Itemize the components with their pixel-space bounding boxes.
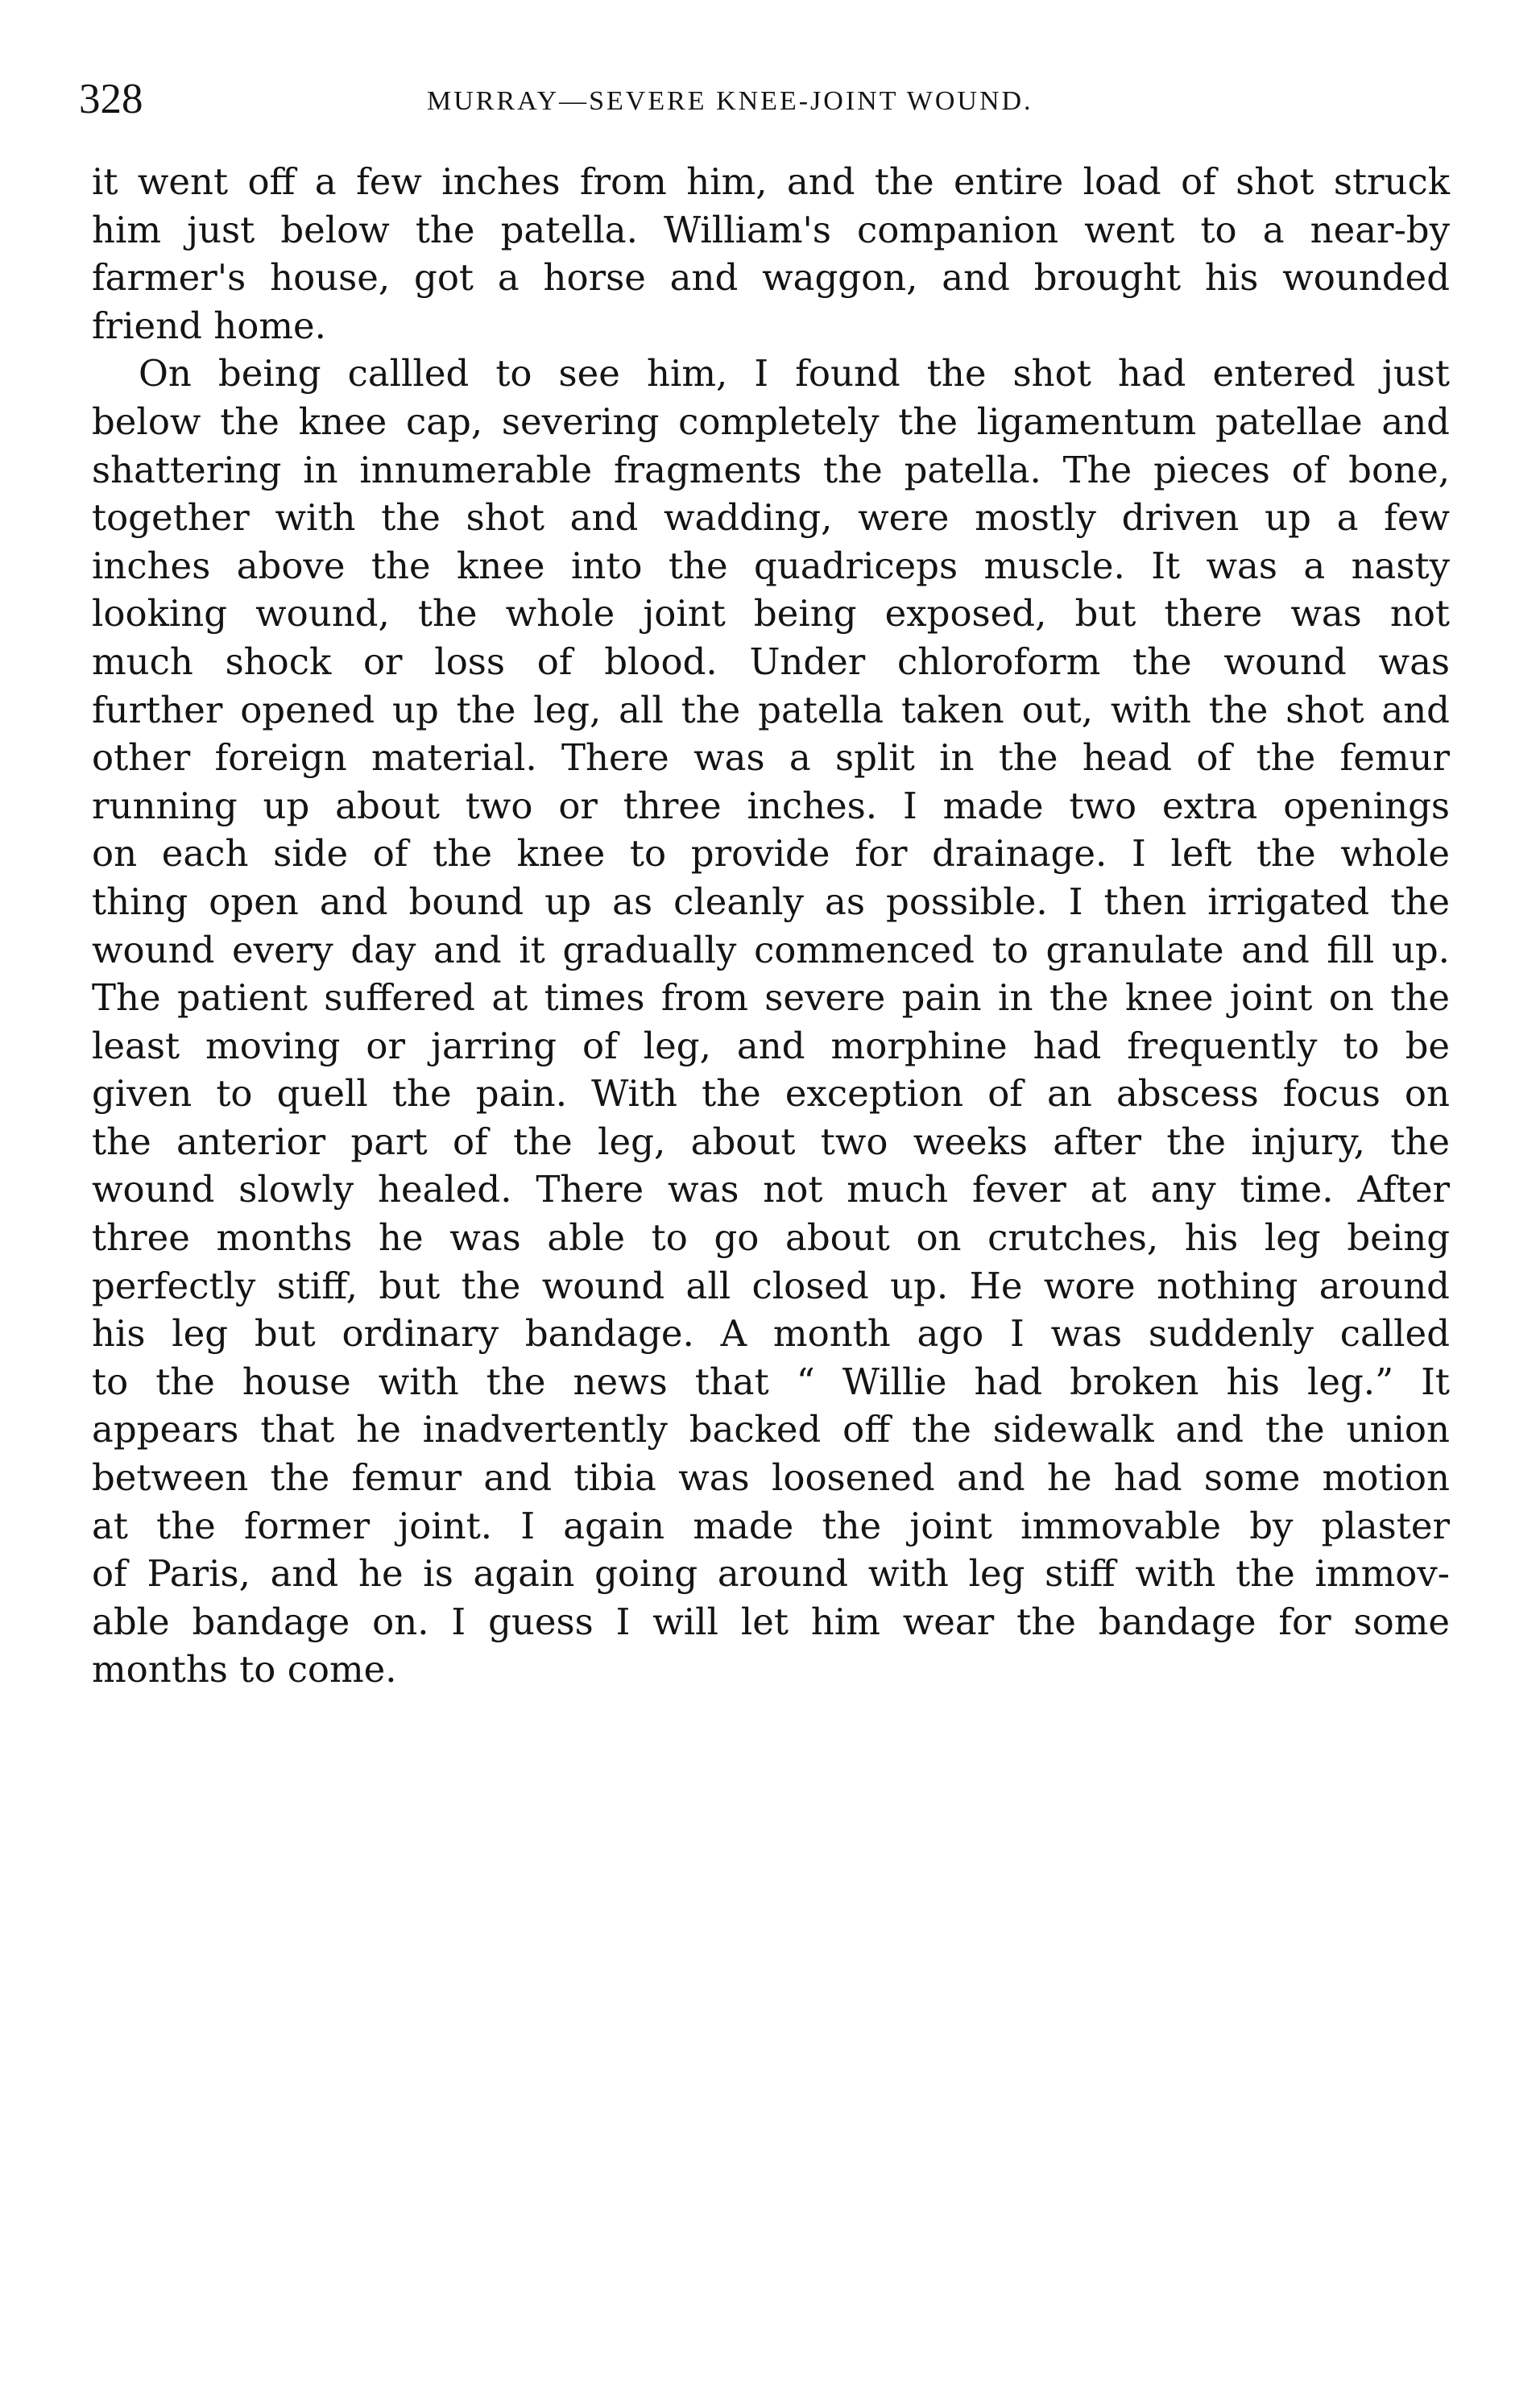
text-line: months to come. (92, 1648, 397, 1691)
text-line: his leg but ordinary bandage. A month ago I was suddenly called (92, 1312, 1450, 1356)
text-line: together with the shot and wadding, were mostly driven up a few (92, 496, 1450, 540)
text-line: running up about two or three inches. I made two extra openings (92, 784, 1450, 827)
text-line: below the knee cap, severing completely the ligamentum patellae and (92, 400, 1450, 443)
running-title: MURRAY—SEVERE KNEE-JOINT WOUND. (427, 86, 1033, 116)
running-head (79, 71, 1448, 127)
text-line: wound slowly healed. There was not much fever at any time. After (92, 1168, 1450, 1211)
text-line: The patient suffered at times from severe pain in the knee joint on the (92, 976, 1450, 1020)
text-line: wound every day and it gradually commenced to granulate and fill up. (92, 928, 1450, 971)
text-line: able bandage on. I guess I will let him wear the bandage for some (92, 1600, 1450, 1643)
text-line: thing open and bound up as cleanly as possible. I then irrigated the (92, 880, 1450, 923)
text-line: much shock or loss of blood. Under chloroform the wound was (92, 640, 1450, 683)
text-line: given to quell the pain. With the exception of an abscess focus on (92, 1072, 1450, 1116)
text-line: looking wound, the whole joint being exposed, but there was not (92, 592, 1450, 636)
text-line: inches above the knee into the quadriceps muscle. It was a nasty (92, 544, 1450, 587)
text-line: at the former joint. I again made the joint immovable by plaster (92, 1504, 1450, 1547)
text-line: three months he was able to go about on crutches, his leg being (92, 1216, 1450, 1260)
text-line: between the femur and tibia was loosened and he had some motion (92, 1456, 1450, 1500)
text-line: least moving or jarring of leg, and morphine had frequently to be (92, 1024, 1450, 1067)
body-text (92, 158, 1450, 1694)
text-line: On being callled to see him, I found the shot had entered just (139, 352, 1450, 395)
text-line: of Paris, and he is again going around with leg stiff with the immov- (92, 1552, 1450, 1596)
text-line: to the house with the news that “ Willie had broken his leg.” It (92, 1360, 1450, 1403)
text-line: other foreign material. There was a split in the head of the femur (92, 736, 1450, 780)
text-line: appears that he inadvertently backed off the sidewalk and the union (92, 1408, 1450, 1451)
text-line: farmer's house, got a horse and waggon, and brought his wounded (92, 256, 1450, 300)
text-line: on each side of the knee to provide for drainage. I left the whole (92, 832, 1450, 876)
text-line: him just below the patella. William's companion went to a near-by (92, 208, 1450, 251)
text-line: it went off a few inches from him, and the entire load of shot struck (92, 160, 1450, 203)
text-line: friend home. (92, 304, 326, 347)
page-number: 328 (79, 76, 143, 122)
text-line: further opened up the leg, all the patella taken out, with the shot and (92, 688, 1450, 731)
text-line: perfectly stiff, but the wound all closed up. He wore nothing around (92, 1264, 1450, 1307)
text-line: the anterior part of the leg, about two weeks after the injury, the (92, 1120, 1450, 1163)
text-line: shattering in innumerable fragments the patella. The pieces of bone, (92, 448, 1450, 491)
